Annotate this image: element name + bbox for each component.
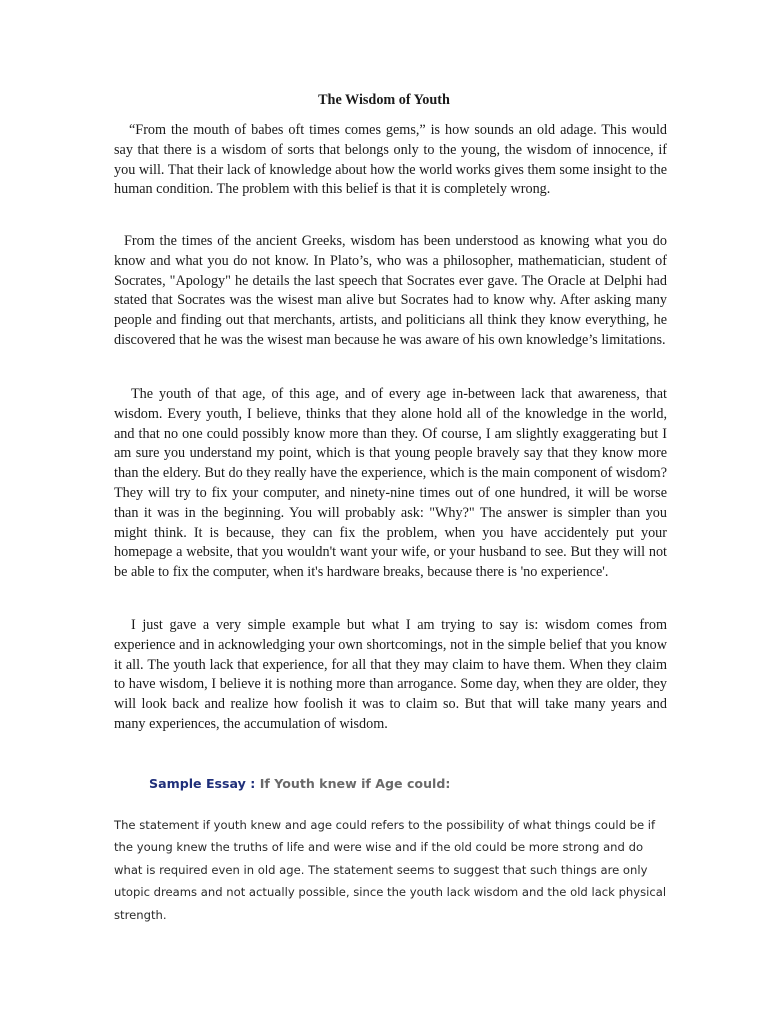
sample-essay-label: Sample Essay: [149, 776, 246, 791]
essay-paragraph-2: From the times of the ancient Greeks, wisdom has been understood as knowing what you do know and what you do not know. In Plato’s, who was a philosopher, mathematician, student of Socrates, "Apology" he details the last speech that Socrates ever gave. The Oracle at Delphi had stated that Socrates was the wisest man alive but Socrates had to know why. After asking many people and finding out that merchants, artists, and politicians all think they know everything, he discovered that he was the wisest man because he was aware of his own knowledge’s limitations.: [114, 233, 667, 348]
sample-essay-body: The statement if youth knew and age could refers to the possibility of what things could be if the young knew the truths of life and were wise and if the old could be more strong and do what is required even in old age. The statement seems to suggest that such things are only utopic dreams and not actually possible, since the youth lack wisdom and the old lack physical strength.: [114, 818, 667, 922]
essay-paragraph-4: I just gave a very simple example but what I am trying to say is: wisdom comes from experience and in acknowledging your own shortcomings, not in the simple belief that you know it all. The youth lack that experience, for all that they may claim to have them. When they claim to have wisdom, I believe it is nothing more than arrogance. Some day, when they are older, they will look back and realize how foolish it was to claim so. But that will take many years and many experiences, the accumulation of wisdom.: [114, 617, 667, 732]
document-title: The Wisdom of Youth: [318, 92, 450, 108]
sample-essay-separator: :: [245, 776, 260, 791]
essay-paragraph-3: The youth of that age, of this age, and of every age in-between lack that awareness, that wisdom. Every youth, I believe, thinks that they alone hold all of the knowledge in the world, and that no one could possibly know more than they. Of course, I am slightly exaggerating but I am sure you understand my point, which is that young people bravely say that they know more than the eldery. But do they really have the experience, which is the main component of wisdom? They will try to fix your computer, and ninety-nine times out of one hundred, it will be worse than it was in the beginning. You will probably ask: "Why?" The answer is simpler than you might think. It is because, they can fix the problem, when you have accidentely put your homepage a website, that you wouldn't want your wife, or your husband to see. But they will not be able to fix the computer, when it's hardware breaks, because there is 'no experience'.: [114, 386, 668, 581]
sample-essay-subtitle: If Youth knew if Age could:: [259, 776, 451, 791]
sample-essay-heading: [149, 775, 450, 793]
essay-paragraph-1: “From the mouth of babes oft times comes gems,” is how sounds an old adage. This would say that there is a wisdom of sorts that belongs only to the young, the wisdom of innocence, if you will. That their lack of knowledge about how the world works gives them some insight to the human condition. The problem with this belief is that it is completely wrong.: [114, 122, 667, 198]
